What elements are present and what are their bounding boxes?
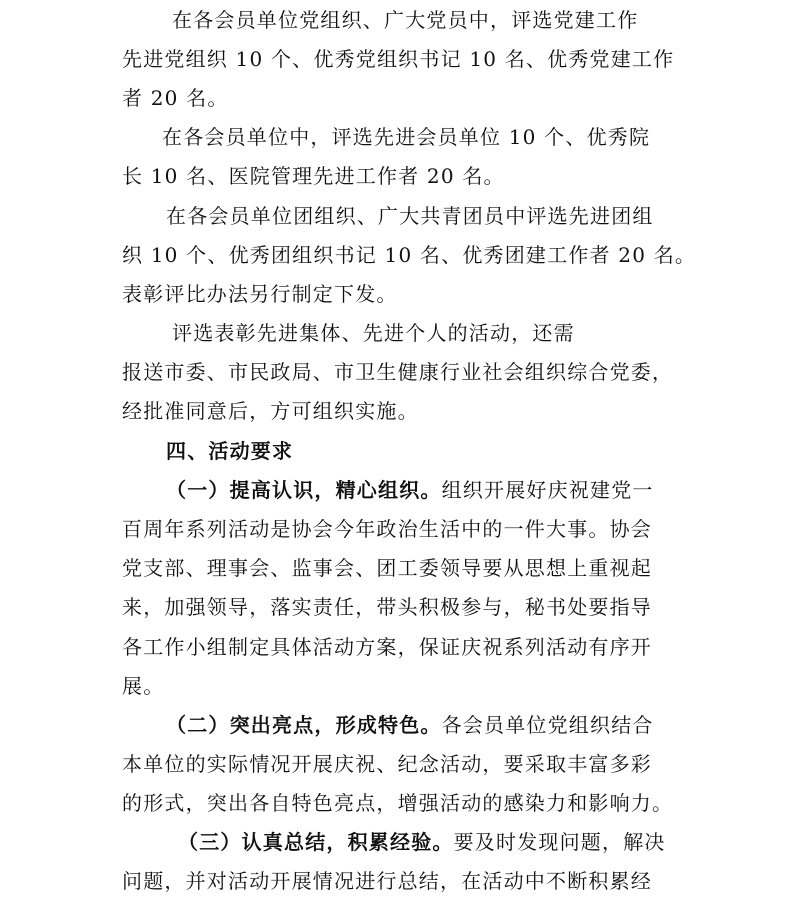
paragraph-line (0, 822, 793, 862)
paragraph-line (0, 78, 793, 118)
paragraph-line (0, 705, 793, 745)
line-text: 者 20 名。 (122, 86, 229, 110)
line-text: 各会员单位党组织结合 (441, 713, 654, 737)
subsection-heading: （二）突出亮点，形成特色。 (166, 713, 442, 737)
paragraph-line (0, 470, 793, 510)
paragraph-line (0, 391, 793, 431)
line-text: 组织开展好庆祝建党一 (441, 478, 654, 502)
line-text: 经批准同意后，方可组织实施。 (122, 399, 419, 423)
line-text: 在各会员单位中，评选先进会员单位 10 个、优秀院 (162, 125, 651, 149)
line-text: 评选表彰先进集体、先进个人的活动，还需 (172, 321, 575, 345)
line-text: 百周年系列活动是协会今年政治生活中的一件大事。协会 (122, 517, 652, 541)
heading-text: 四、活动要求 (166, 439, 294, 463)
paragraph-line (0, 587, 793, 627)
line-text: 表彰评比办法另行制定下发。 (122, 282, 398, 306)
paragraph-line (0, 627, 793, 667)
paragraph-line (0, 117, 793, 157)
line-text: 要及时发现问题，解决 (453, 830, 666, 854)
line-text: 本单位的实际情况开展庆祝、纪念活动，要采取丰富多彩 (122, 752, 652, 776)
line-text: 展。 (122, 674, 165, 698)
line-text: 报送市委、市民政局、市卫生健康行业社会组织综合党委， (122, 360, 674, 384)
paragraph-line (0, 509, 793, 549)
line-text: 问题，并对活动开展情况进行总结，在活动中不断积累经 (122, 869, 652, 893)
line-text: 党支部、理事会、监事会、团工委领导要从思想上重视起 (122, 556, 652, 580)
line-text: 织 10 个、优秀团组织书记 10 名、优秀团建工作者 20 名。 (122, 243, 697, 267)
paragraph-line (0, 313, 793, 353)
paragraph-line (0, 0, 793, 40)
line-text: 在各会员单位团组织、广大共青团员中评选先进团组 (166, 204, 654, 228)
section-heading (0, 431, 793, 471)
line-text: 先进党组织 10 个、优秀党组织书记 10 名、优秀党建工作 (122, 47, 675, 71)
paragraph-line (0, 744, 793, 784)
subsection-heading: （一）提高认识，精心组织。 (166, 478, 442, 502)
line-text: 的形式，突出各自特色亮点，增强活动的感染力和影响力。 (122, 791, 674, 815)
paragraph-line (0, 352, 793, 392)
line-text: 长 10 名、医院管理先进工作者 20 名。 (122, 164, 505, 188)
paragraph-line (0, 783, 793, 823)
line-text: 各工作小组制定具体活动方案，保证庆祝系列活动有序开 (122, 635, 652, 659)
paragraph-line (0, 548, 793, 588)
paragraph-line (0, 666, 793, 706)
line-text: 来，加强领导，落实责任，带头积极参与，秘书处要指导 (122, 595, 652, 619)
subsection-heading: （三）认真总结，积累经验。 (178, 830, 454, 854)
paragraph-line (0, 196, 793, 236)
paragraph-line (0, 39, 793, 79)
paragraph-line (0, 861, 793, 901)
line-text: 在各会员单位党组织、广大党员中，评选党建工作 (172, 8, 639, 32)
paragraph-line (0, 274, 793, 314)
paragraph-line (0, 156, 793, 196)
paragraph-line (0, 235, 793, 275)
